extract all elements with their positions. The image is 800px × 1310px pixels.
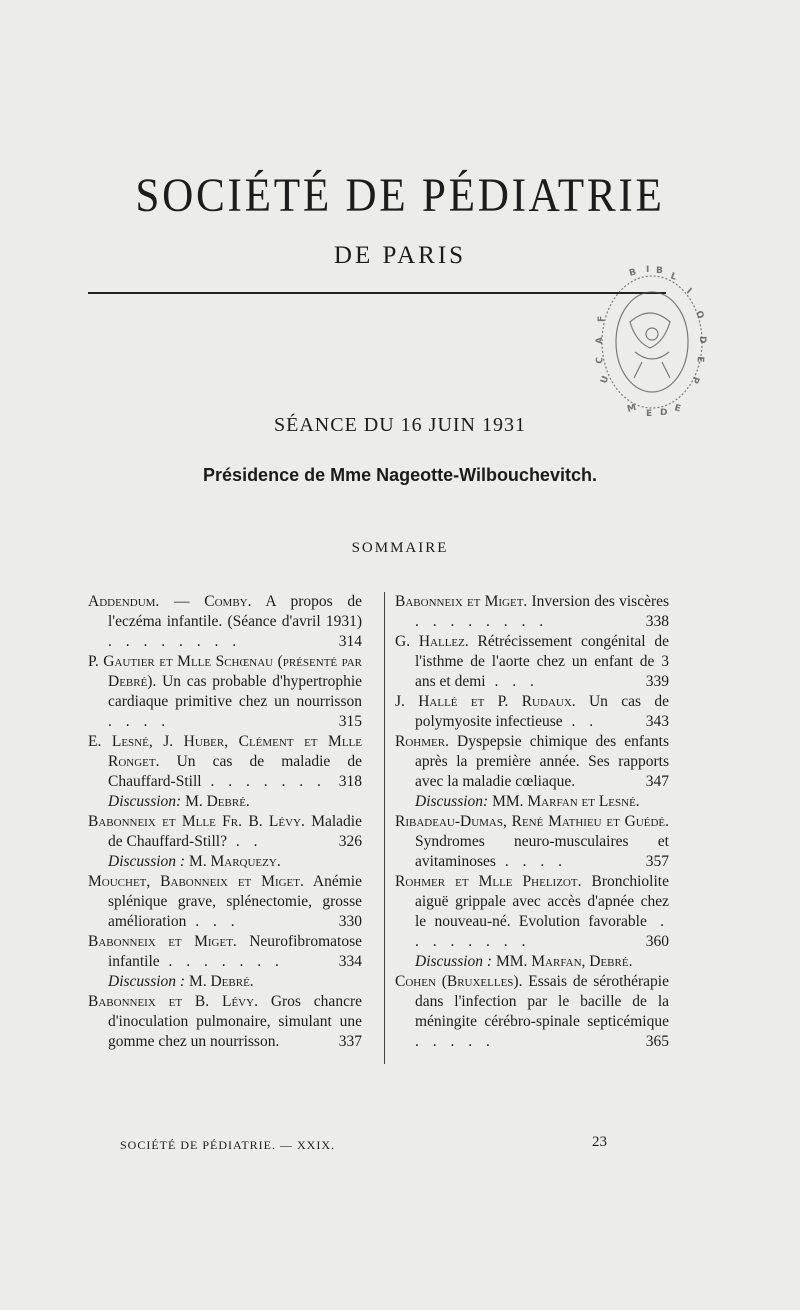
summary-entry: Rohmer. Dyspepsie chimique des enfants après la première année. Ses rapports avec la maladie cœliaque. 347 (395, 733, 669, 790)
page-number: 23 (592, 1134, 607, 1150)
svg-text:O: O (693, 309, 706, 321)
summary-entry: Ribadeau-Dumas, René Mathieu et Guédé. Syndromes neuro-musculaires et avitaminoses . . . . 357 (395, 813, 669, 870)
journal-title: SOCIÉTÉ DE PÉDIATRIE (135, 169, 665, 222)
page-ref: 347 (645, 773, 669, 790)
page-ref: 339 (645, 673, 669, 690)
page-ref: 330 (338, 913, 362, 930)
svg-text:D: D (660, 408, 668, 418)
summary-left-column (88, 592, 362, 1052)
svg-text:I: I (684, 286, 694, 297)
page-ref: 334 (338, 953, 362, 970)
svg-text:E: E (694, 355, 705, 363)
header-rule (88, 292, 666, 294)
page-ref: 357 (645, 853, 669, 870)
svg-text:C: C (595, 356, 606, 365)
summary-entry: Babonneix et Miget. Inversion des viscères . . . . . . . . 338 (395, 593, 670, 630)
summary-entry: P. Gautier et Mlle Schœnau (présenté par Debré). Un cas probable d'hypertrophie cardiaque primitive chez un nourrisson . . . . 315 (88, 653, 363, 730)
summary-entry: Addendum. — Comby. A propos de l'eczéma infantile. (Séance d'avril 1931) . . . . . . . . 314 (88, 593, 362, 650)
svg-text:A: A (595, 337, 605, 344)
summary-entry: Babonneix et Mlle Fr. B. Lévy. Maladie de Chauffard-Still? . . 326 (88, 813, 362, 850)
svg-text:P: P (688, 374, 701, 385)
svg-text:U: U (599, 374, 612, 386)
discussion-line: Discussion: MM. Marfan et Lesné. (415, 793, 640, 810)
svg-text:B: B (656, 266, 663, 276)
summary-entry: Mouchet, Babonneix et Miget. Anémie splénique grave, splénectomie, grosse amélioration . . . 330 (88, 873, 362, 930)
running-footer: SOCIÉTÉ DE PÉDIATRIE. — XXIX. (120, 1138, 335, 1152)
page-ref: 337 (338, 1033, 362, 1050)
page-ref: 314 (338, 633, 362, 650)
page-ref: 343 (645, 713, 669, 730)
page-ref: 338 (645, 613, 669, 630)
discussion-line: Discussion: M. Debré. (108, 793, 250, 810)
summary-entry: J. Hallé et P. Rudaux. Un cas de polymyosite infectieuse . . 343 (395, 693, 669, 730)
page-ref: 365 (645, 1033, 669, 1050)
discussion-line: Discussion : M. Marquezy. (108, 853, 281, 870)
svg-text:M: M (626, 402, 638, 415)
svg-text:B: B (628, 267, 638, 279)
svg-text:E: E (646, 409, 653, 419)
summary-right-column (395, 592, 669, 1052)
page-ref: 326 (338, 833, 362, 850)
summary-entry: G. Hallez. Rétrécissement congénital de l'isthme de l'aorte chez un enfant de 3 ans et demi . . . 339 (395, 633, 669, 690)
seance-date: SÉANCE DU 16 JUIN 1931 (274, 414, 526, 436)
summary-entry: Cohen (Bruxelles). Essais de sérothérapie dans l'infection par le bacille de la méningite cérébro-spinale septicémique . . . . . 365 (395, 973, 669, 1050)
sommaire-heading: SOMMAIRE (351, 540, 449, 556)
svg-text:L: L (668, 271, 678, 283)
page-ref: 315 (338, 713, 362, 730)
journal-subtitle: DE PARIS (333, 242, 467, 269)
presidence-line: Présidence de Mme Nageotte-Wilbouchevitch. (203, 465, 597, 485)
page-ref: 318 (338, 773, 362, 790)
summary-entry: Rohmer et Mlle Phelizot. Bronchiolite aiguë grippale avec accès d'apnée chez le nouveau-né. Evolution favorable . . . . . . . . 360 (395, 873, 669, 950)
library-stamp (590, 252, 710, 422)
svg-text:E: E (673, 403, 682, 415)
summary-entry: Babonneix et Miget. Neurofibromatose infantile . . . . . . . 334 (88, 933, 363, 970)
discussion-line: Discussion : M. Debré. (108, 973, 254, 990)
svg-text:D: D (697, 336, 707, 344)
page-ref: 360 (645, 933, 669, 950)
library-stamp-seal (590, 252, 710, 422)
svg-text:I: I (646, 265, 650, 275)
column-divider (384, 592, 385, 1064)
discussion-line: Discussion : MM. Marfan, Debré. (415, 953, 633, 970)
summary-entry: E. Lesné, J. Huber, Clément et Mlle Ronget. Un cas de maladie de Chauffard-Still . . . . . . . 318 (88, 733, 362, 790)
svg-text:F: F (597, 315, 607, 322)
summary-entry: Babonneix et B. Lévy. Gros chancre d'inoculation pulmonaire, simulant une gomme chez un nourrisson. 337 (88, 993, 362, 1050)
